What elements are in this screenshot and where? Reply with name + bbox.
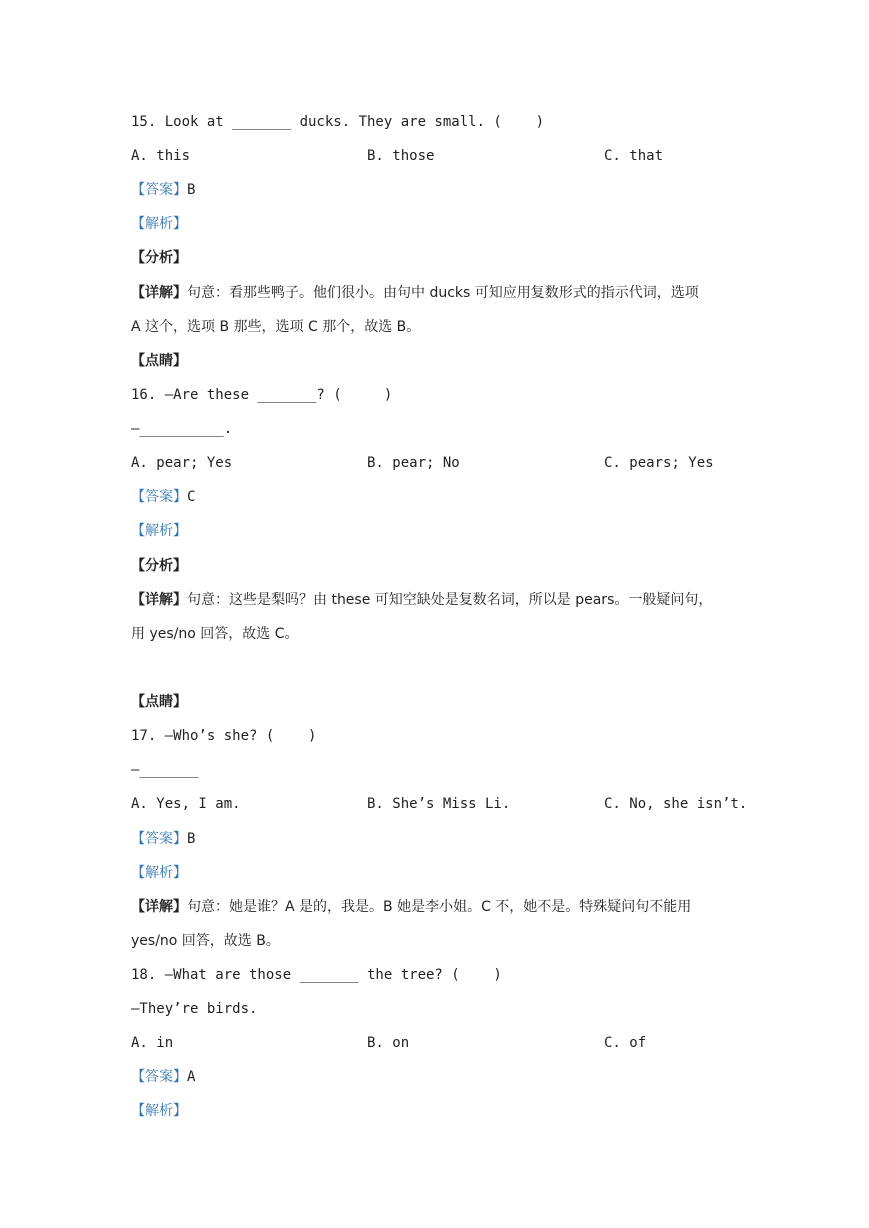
- q16-answer: [131, 488, 195, 506]
- detail-text: 句意：她是谁？A 是的，我是。B 她是李小姐。C 不，她不是。特殊疑问句不能用: [187, 899, 692, 915]
- q15-dianjing-tag: 【点睛】: [131, 353, 187, 369]
- detail-tag: 【详解】: [131, 899, 187, 915]
- answer-value: C: [187, 489, 196, 505]
- q18-option-c: C. of: [604, 1035, 647, 1051]
- q16-dianjing-tag: 【点睛】: [131, 694, 187, 710]
- q15-answer: [131, 181, 195, 199]
- q18-option-a: A. in: [131, 1035, 174, 1051]
- q17-answer: [131, 830, 195, 848]
- q16-response: —__________.: [131, 421, 233, 437]
- q15-analysis-tag: 【解析】: [131, 216, 187, 232]
- question-17-stem: 17. —Who’s she? ( ): [131, 728, 317, 744]
- q16-detail-line-2: 用 yes/no 回答，故选 C。: [131, 626, 299, 642]
- q17-option-c: C. No, she isn’t.: [604, 796, 748, 812]
- q15-option-c: C. that: [604, 148, 664, 164]
- answer-tag: 【答案】: [131, 1069, 187, 1085]
- q15-option-a: A. this: [131, 148, 191, 164]
- question-18-stem: 18. —What are those _______ the tree? ( ): [131, 967, 502, 983]
- q17-analysis-tag: 【解析】: [131, 865, 187, 881]
- answer-tag: 【答案】: [131, 831, 187, 847]
- answer-value: A: [187, 1069, 196, 1085]
- answer-value: B: [187, 182, 196, 198]
- q16-analysis-tag: 【解析】: [131, 523, 187, 539]
- q17-detail-line-2: yes/no 回答，故选 B。: [131, 933, 280, 949]
- question-15-stem: 15. Look at _______ ducks. They are small. ( ): [131, 114, 545, 130]
- q18-option-b: B. on: [367, 1035, 410, 1051]
- answer-value: B: [187, 831, 196, 847]
- q16-fenxi-tag: 【分析】: [131, 558, 187, 574]
- detail-tag: 【详解】: [131, 285, 187, 301]
- answer-tag: 【答案】: [131, 182, 187, 198]
- q18-answer: [131, 1068, 195, 1086]
- detail-text: 句意：看那些鸭子。他们很小。由句中 ducks 可知应用复数形式的指示代词，选项: [187, 285, 699, 301]
- detail-tag: 【详解】: [131, 592, 187, 608]
- q15-option-b: B. those: [367, 148, 435, 164]
- q16-option-b: B. pear; No: [367, 455, 460, 471]
- q15-fenxi-tag: 【分析】: [131, 250, 187, 266]
- detail-text: 句意：这些是梨吗？由 these 可知空缺处是复数名词，所以是 pears。一般疑问句，: [187, 592, 713, 608]
- q17-response: —_______: [131, 762, 199, 778]
- q17-option-a: A. Yes, I am.: [131, 796, 241, 812]
- q16-option-c: C. pears; Yes: [604, 455, 714, 471]
- q17-detail-line-1: [131, 898, 691, 916]
- q15-detail-line-1: [131, 284, 699, 302]
- q18-analysis-tag: 【解析】: [131, 1103, 187, 1119]
- q16-option-a: A. pear; Yes: [131, 455, 233, 471]
- q17-option-b: B. She’s Miss Li.: [367, 796, 511, 812]
- q16-detail-line-1: [131, 591, 712, 609]
- q18-response: —They’re birds.: [131, 1001, 258, 1017]
- q15-detail-line-2: A 这个，选项 B 那些，选项 C 那个，故选 B。: [131, 319, 421, 335]
- question-16-stem: 16. —Are these _______? ( ): [131, 387, 393, 403]
- answer-tag: 【答案】: [131, 489, 187, 505]
